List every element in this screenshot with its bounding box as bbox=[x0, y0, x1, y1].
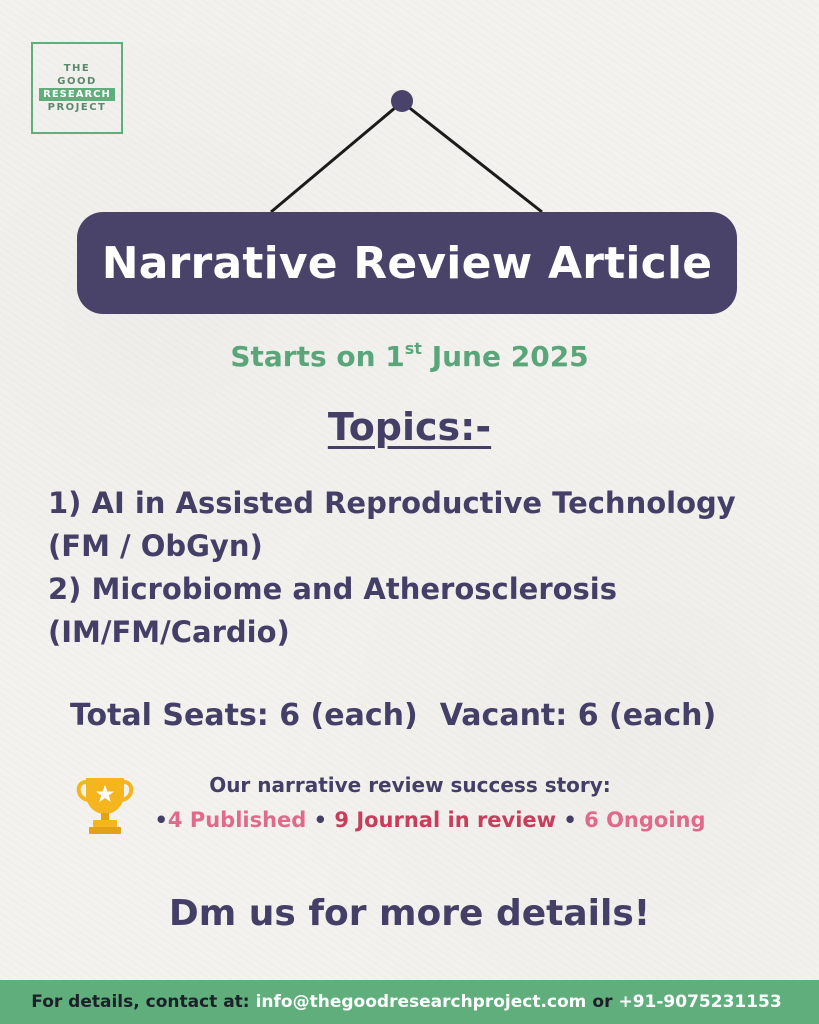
title-banner bbox=[77, 212, 737, 314]
footer-or: or bbox=[592, 992, 613, 1012]
contact-email-link[interactable]: info@thegoodresearchproject.com bbox=[255, 992, 587, 1012]
success-heading: Our narrative review success story: bbox=[209, 773, 611, 797]
topic-line: (IM/FM/Cardio) bbox=[48, 615, 290, 649]
trophy-icon bbox=[72, 772, 138, 838]
topic-line: 1) AI in Assisted Reproductive Technology bbox=[48, 486, 736, 520]
seats-info bbox=[70, 698, 770, 733]
page-title: Narrative Review Article bbox=[101, 237, 713, 289]
start-date-ordinal: st bbox=[404, 338, 422, 358]
footer-contact-bar bbox=[0, 980, 819, 1024]
topic-line: (FM / ObGyn) bbox=[48, 529, 263, 563]
logo-line-good: GOOD bbox=[57, 76, 97, 87]
published-count: 4 Published bbox=[167, 808, 307, 832]
hanger-string-icon bbox=[0, 0, 819, 230]
start-date-suffix: June 2025 bbox=[421, 340, 589, 373]
in-review-count: 9 Journal in review bbox=[334, 808, 557, 832]
topics-heading: Topics:- bbox=[327, 405, 492, 449]
call-to-action: Dm us for more details! bbox=[168, 893, 651, 934]
logo-line-project: PROJECT bbox=[47, 102, 107, 113]
start-date-prefix: Starts on 1 bbox=[230, 340, 405, 373]
topic-line: 2) Microbiome and Atherosclerosis bbox=[48, 572, 618, 606]
ongoing-count: 6 Ongoing bbox=[584, 808, 706, 832]
total-seats: Total Seats: 6 (each) bbox=[70, 698, 418, 733]
topics-list bbox=[48, 482, 788, 654]
success-stats: •4 Published • 9 Journal in review • 6 Ongoing bbox=[154, 808, 706, 832]
footer-prefix: For details, contact at: bbox=[31, 992, 250, 1012]
logo-line-the: THE bbox=[63, 63, 91, 74]
start-date bbox=[0, 340, 819, 373]
vacant-seats: Vacant: 6 (each) bbox=[439, 698, 717, 733]
contact-phone-link[interactable]: +91-9075231153 bbox=[618, 992, 782, 1012]
logo-line-research: RESEARCH bbox=[39, 88, 115, 101]
